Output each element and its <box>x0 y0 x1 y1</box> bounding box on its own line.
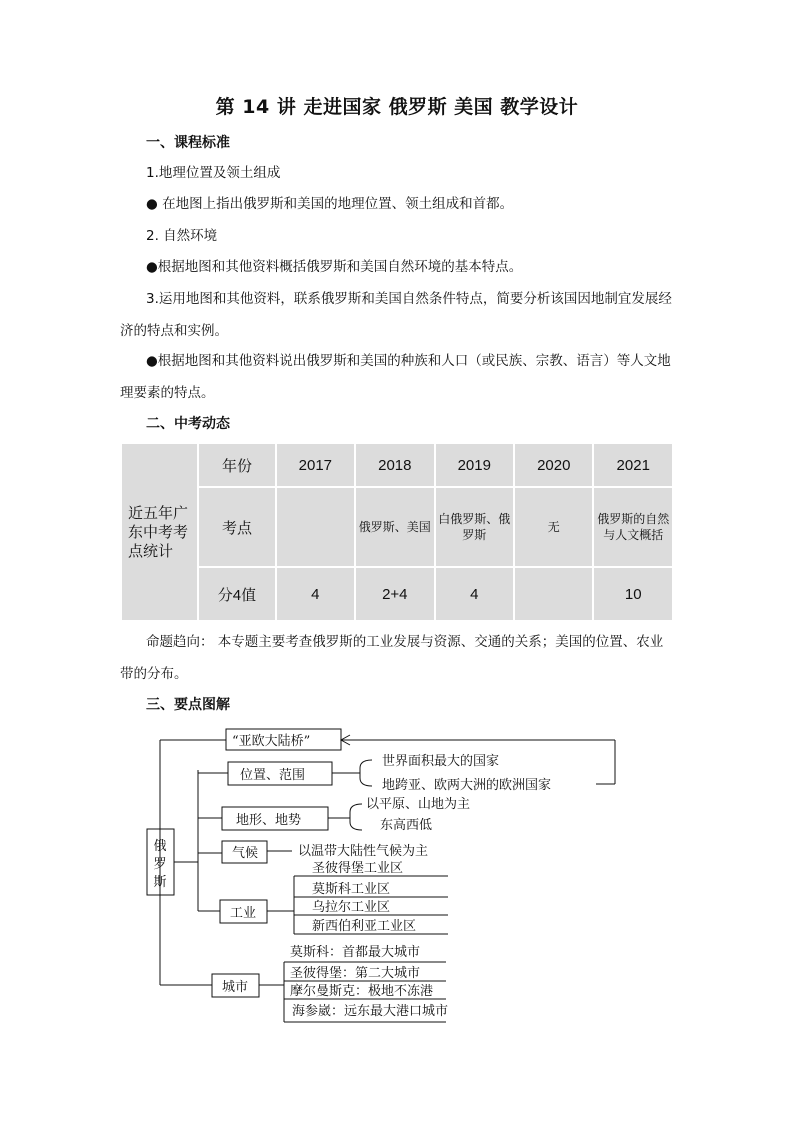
section-heading-standards: 一、课程标准 <box>146 135 230 151</box>
branch-item: 东高西低 <box>380 818 433 833</box>
topic-cell <box>276 487 355 567</box>
score-cell <box>514 567 593 621</box>
branch-label: 气候 <box>232 846 259 861</box>
root-label-char: 斯 <box>153 875 167 890</box>
branch-box-terrain <box>222 807 328 830</box>
branch-item: 莫斯科：首都最大城市 <box>290 945 421 960</box>
root-label-char: 罗 <box>153 857 167 872</box>
branch-item: 摩尔曼斯克：极地不冻港 <box>290 984 434 999</box>
section-heading-exam: 二、中考动态 <box>146 416 230 432</box>
branch-item: 圣彼得堡工业区 <box>312 861 404 876</box>
year-cell: 2018 <box>355 443 434 487</box>
table-side-label: 近五年广东中考考点统计 <box>121 443 198 621</box>
topic-cell: 俄罗斯的自然与人文概括 <box>593 487 673 567</box>
root-box <box>147 829 174 895</box>
branch-label: 位置、范围 <box>240 768 306 783</box>
standard-item: 2. 自然环境 <box>146 228 218 244</box>
standard-item: ●根据地图和其他资料说出俄罗斯和美国的种族和人口（或民族、宗教、语言）等人文地理要素的特点。 <box>120 353 671 401</box>
branch-item: 地跨亚、欧两大洲的欧洲国家 <box>382 778 552 793</box>
section-heading-diagram: 三、要点图解 <box>146 697 230 713</box>
topic-header: 考点 <box>198 487 275 567</box>
branch-label: 工业 <box>230 906 257 921</box>
page-title: 第 14 讲 走进国家 俄罗斯 美国 教学设计 <box>215 96 579 118</box>
branch-item: 以温带大陆性气候为主 <box>298 844 429 859</box>
topic-cell: 俄罗斯、美国 <box>355 487 434 567</box>
branch-label: 城市 <box>222 980 249 995</box>
table-row <box>121 567 673 621</box>
standard-item: 1.地理位置及领土组成 <box>146 165 281 181</box>
branch-label: 地形、地势 <box>236 813 302 828</box>
bridge-box <box>226 729 341 750</box>
standard-item: ● 在地图上指出俄罗斯和美国的地理位置、领土组成和首都。 <box>146 196 514 212</box>
branch-box-location <box>228 762 332 785</box>
branch-box-climate <box>222 841 267 863</box>
score-cell: 10 <box>593 567 673 621</box>
score-cell: 4 <box>276 567 355 621</box>
bridge-label: “亚欧大陆桥” <box>232 734 311 749</box>
standard-item: ●根据地图和其他资料概括俄罗斯和美国自然环境的基本特点。 <box>146 259 523 275</box>
branch-item: 莫斯科工业区 <box>312 882 391 897</box>
score-header: 分4值 <box>198 567 275 621</box>
table-row <box>121 487 673 567</box>
topic-cell: 无 <box>514 487 593 567</box>
root-label-char: 俄 <box>153 839 167 854</box>
branch-item: 新西伯利亚工业区 <box>312 919 417 934</box>
table-row <box>121 443 673 487</box>
branch-box-cities <box>212 974 259 997</box>
branch-item: 圣彼得堡：第二大城市 <box>290 966 421 981</box>
exam-stats-table <box>120 442 674 622</box>
branch-item: 以平原、山地为主 <box>366 797 471 812</box>
exam-trend: 命题趋向： 本专题主要考查俄罗斯的工业发展与资源、交通的关系；美国的位置、农业带的分布。 <box>120 634 664 682</box>
year-cell: 2020 <box>514 443 593 487</box>
topic-cell: 白俄罗斯、俄罗斯 <box>435 487 514 567</box>
score-cell: 2+4 <box>355 567 434 621</box>
year-cell: 2021 <box>593 443 673 487</box>
branch-item: 世界面积最大的国家 <box>382 754 500 769</box>
standard-item: 3.运用地图和其他资料，联系俄罗斯和美国自然条件特点，简要分析该国因地制宜发展经济的特点和实例。 <box>120 291 672 339</box>
branch-box-industry <box>220 900 267 923</box>
year-cell: 2019 <box>435 443 514 487</box>
branch-item: 乌拉尔工业区 <box>312 900 391 915</box>
score-cell: 4 <box>435 567 514 621</box>
year-cell: 2017 <box>276 443 355 487</box>
branch-item: 海参崴：远东最大港口城市 <box>292 1004 449 1019</box>
year-header: 年份 <box>198 443 275 487</box>
